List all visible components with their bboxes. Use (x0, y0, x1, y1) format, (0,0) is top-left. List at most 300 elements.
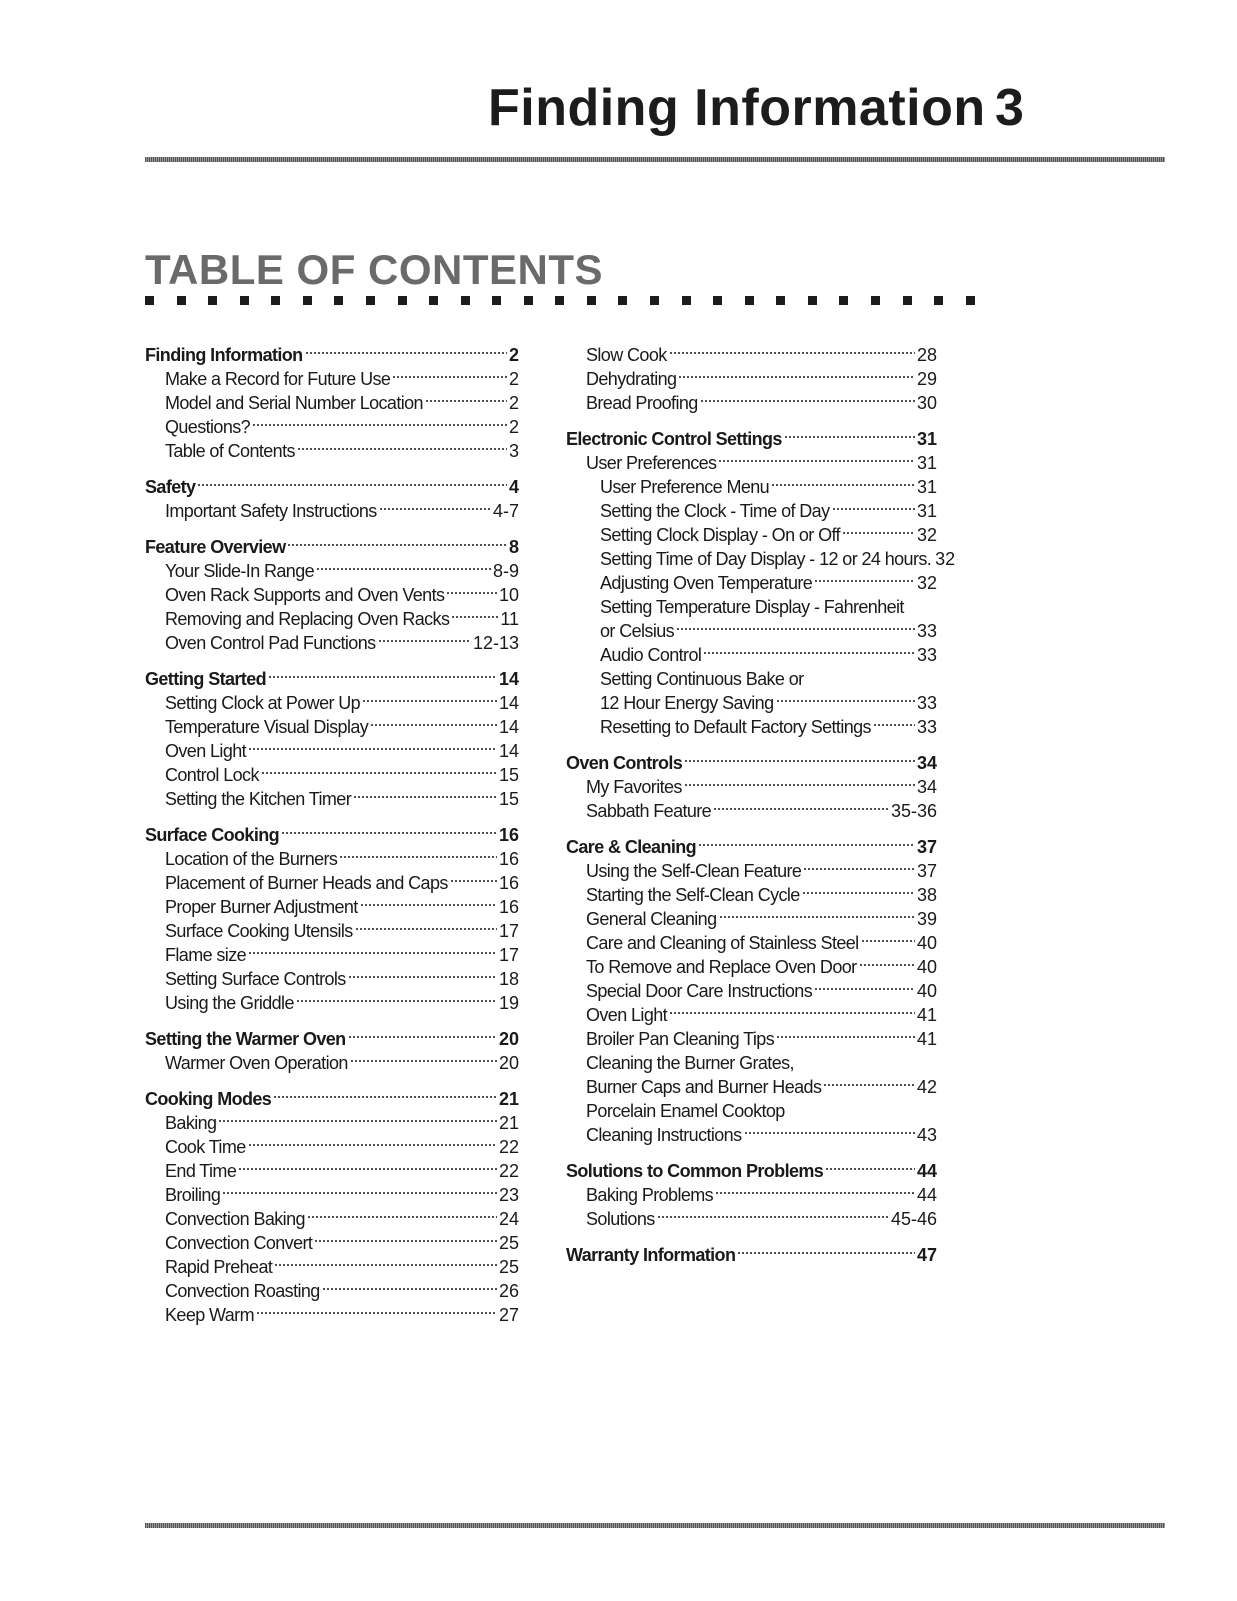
toc-entry[interactable] (566, 1207, 937, 1231)
toc-entry[interactable] (566, 367, 937, 391)
toc-entry[interactable] (566, 955, 937, 979)
toc-entry-label: Safety (145, 477, 196, 497)
dot-leader (823, 1081, 915, 1089)
toc-entry-label: Baking Problems (586, 1185, 714, 1205)
decorative-square (713, 296, 722, 305)
toc-entry-page: 16 (498, 873, 519, 893)
toc-section-entry[interactable] (566, 1243, 937, 1267)
toc-entry[interactable] (566, 547, 956, 571)
toc-entry-label: Temperature Visual Display (165, 717, 369, 737)
header-title: Finding Information (488, 79, 986, 137)
toc-section-entry[interactable] (566, 427, 937, 451)
dot-leader (446, 589, 497, 597)
toc-entry-label: Electronic Control Settings (566, 429, 782, 449)
toc-entry-label: Resetting to Default Factory Settings (600, 717, 871, 737)
header-rule (145, 157, 1165, 162)
toc-entry-page: 31 (916, 477, 937, 497)
toc-entry-page: 14 (498, 717, 519, 737)
toc-entry[interactable] (145, 415, 519, 439)
toc-entry-page: 17 (498, 921, 519, 941)
toc-entry-label: Warmer Oven Operation (165, 1053, 348, 1073)
toc-entry-label: Feature Overview (145, 537, 286, 557)
toc-entry-page: 8 (508, 537, 519, 557)
toc-entry-page: 44 (916, 1161, 937, 1181)
toc-entry-page: 12-13 (472, 633, 519, 653)
toc-entry-page: 33 (916, 645, 937, 665)
toc-entry-label: Oven Controls (566, 753, 683, 773)
toc-entry-page: 40 (916, 957, 937, 977)
toc-entry-label: Surface Cooking (145, 825, 280, 845)
toc-entry[interactable] (566, 883, 937, 907)
toc-entry-label: Care & Cleaning (566, 837, 697, 857)
section-gap (145, 523, 519, 535)
toc-entry-page: 2 (508, 369, 519, 389)
toc-entry-label: or Celsius (600, 621, 675, 641)
dot-leader (814, 985, 915, 993)
toc-entry-page: 31 (916, 453, 937, 473)
toc-entry-label: Dehydrating (586, 369, 677, 389)
toc-section-entry[interactable] (145, 475, 519, 499)
toc-entry-label: Slow Cook (586, 345, 667, 365)
section-gap (145, 1015, 519, 1027)
toc-entry-page: 40 (916, 933, 937, 953)
dot-leader (832, 505, 915, 513)
toc-entry-page: 42 (916, 1077, 937, 1097)
dot-leader (669, 349, 915, 357)
dot-leader (814, 577, 915, 585)
toc-entry-page: 19 (498, 993, 519, 1013)
decorative-square (555, 296, 564, 305)
toc-entry-label: My Favorites (586, 777, 682, 797)
toc-entry-page: 4-7 (492, 501, 519, 521)
toc-section-entry[interactable] (566, 835, 937, 859)
toc-section-entry[interactable] (145, 823, 519, 847)
toc-entry[interactable] (145, 1231, 519, 1255)
toc-entry-page: 11 (500, 609, 519, 629)
toc-entry[interactable] (145, 967, 519, 991)
section-gap (145, 463, 519, 475)
toc-entry[interactable] (566, 907, 937, 931)
toc-entry-page: 35-36 (890, 801, 937, 821)
toc-entry-page: 47 (916, 1245, 937, 1265)
section-gap (566, 823, 937, 835)
toc-right-column (566, 343, 956, 1267)
toc-entry-page: 22 (498, 1161, 519, 1181)
toc-entry-label: Baking (165, 1113, 217, 1133)
toc-entry[interactable] (145, 1207, 519, 1231)
toc-entry-page: 16 (498, 825, 519, 845)
toc-entry[interactable] (145, 1111, 519, 1135)
decorative-square (871, 296, 880, 305)
dot-leader (684, 757, 915, 765)
toc-section-entry[interactable] (566, 751, 937, 775)
toc-entry[interactable] (145, 847, 519, 871)
decorative-square (429, 296, 438, 305)
toc-entry-label: Adjusting Oven Temperature (600, 573, 813, 593)
toc-entry[interactable] (566, 691, 937, 715)
dot-leader (348, 1033, 497, 1041)
decorative-square (208, 296, 217, 305)
toc-entry[interactable] (145, 871, 519, 895)
toc-entry[interactable] (566, 475, 937, 499)
toc-entry[interactable] (145, 895, 519, 919)
toc-entry[interactable] (566, 715, 937, 739)
dot-leader (669, 1009, 915, 1017)
toc-entry-page: 14 (498, 669, 519, 689)
toc-entry-label: Make a Record for Future Use (165, 369, 391, 389)
dot-leader (355, 925, 497, 933)
toc-entry[interactable] (145, 439, 519, 463)
dot-leader (859, 961, 915, 969)
toc-entry-label: Model and Serial Number Location (165, 393, 423, 413)
toc-entry-label: Special Door Care Instructions (586, 981, 813, 1001)
decorative-square-row (145, 296, 975, 306)
decorative-square (366, 296, 375, 305)
toc-entry-page: 40 (916, 981, 937, 1001)
dot-leader (378, 637, 471, 645)
toc-entry-page: 25 (498, 1257, 519, 1277)
decorative-square (839, 296, 848, 305)
dot-leader (676, 625, 915, 633)
dot-leader (873, 721, 915, 729)
toc-entry[interactable] (145, 691, 519, 715)
toc-entry[interactable] (566, 451, 937, 475)
toc-entry[interactable] (145, 1051, 519, 1075)
toc-entry-label: Audio Control (600, 645, 702, 665)
dot-leader (281, 829, 497, 837)
toc-entry[interactable] (145, 943, 519, 967)
dot-leader (451, 613, 498, 621)
decorative-square (461, 296, 470, 305)
toc-entry-label: Convection Baking (165, 1209, 305, 1229)
toc-entry[interactable] (566, 775, 937, 799)
page-header (0, 78, 1237, 138)
toc-entry-label: Care and Cleaning of Stainless Steel (586, 933, 859, 953)
dot-leader (362, 697, 497, 705)
decorative-square (587, 296, 596, 305)
toc-entry-label: Sabbath Feature (586, 801, 712, 821)
toc-entry[interactable] (566, 799, 937, 823)
dot-leader (248, 745, 497, 753)
dot-leader (339, 853, 497, 861)
toc-entry[interactable] (566, 391, 937, 415)
toc-entry-page: 2 (508, 417, 519, 437)
toc-entry[interactable] (145, 391, 519, 415)
toc-entry-label: Table of Contents (165, 441, 295, 461)
toc-entry-label: Oven Rack Supports and Oven Vents (165, 585, 445, 605)
toc-entry-label: Important Safety Instructions (165, 501, 377, 521)
toc-entry-label: Bread Proofing (586, 393, 698, 413)
toc-entry-page: 26 (498, 1281, 519, 1301)
toc-entry-page: 16 (498, 849, 519, 869)
dot-leader (296, 997, 497, 1005)
dot-leader (703, 649, 915, 657)
toc-entry[interactable] (566, 1123, 937, 1147)
toc-entry[interactable] (145, 1135, 519, 1159)
toc-entry-label: Surface Cooking Utensils (165, 921, 353, 941)
section-gap (145, 1075, 519, 1087)
toc-entry[interactable] (566, 979, 937, 1003)
toc-entry-page: 45-46 (890, 1209, 937, 1229)
toc-entry-page: 41 (916, 1005, 937, 1025)
toc-entry-continued-label: Setting Continuous Bake or (600, 669, 804, 689)
dot-leader (776, 697, 915, 705)
toc-entry-label: Using the Griddle (165, 993, 294, 1013)
toc-entry-page: 8-9 (492, 561, 519, 581)
dot-leader (700, 397, 915, 405)
toc-entry-label: Oven Light (586, 1005, 668, 1025)
toc-entry[interactable] (145, 715, 519, 739)
decorative-square (650, 296, 659, 305)
toc-entry-label: Setting the Clock - Time of Day (600, 501, 830, 521)
dot-leader (861, 937, 915, 945)
toc-entry-label: Control Lock (165, 765, 259, 785)
toc-entry-label: Cooking Modes (145, 1089, 272, 1109)
decorative-square (808, 296, 817, 305)
toc-entry-label: Rapid Preheat (165, 1257, 273, 1277)
toc-entry[interactable] (566, 1075, 937, 1099)
toc-entry-label: Setting Surface Controls (165, 969, 346, 989)
dot-leader (350, 1057, 497, 1065)
toc-entry-page: 32 (916, 573, 937, 593)
toc-entry-page: 2 (508, 393, 519, 413)
dot-leader (803, 865, 915, 873)
toc-entry[interactable] (145, 1255, 519, 1279)
dot-leader (222, 1189, 497, 1197)
toc-entry[interactable] (145, 763, 519, 787)
toc-entry-page: 33 (916, 717, 937, 737)
dot-leader (737, 1249, 915, 1257)
decorative-square (334, 296, 343, 305)
dot-leader (268, 673, 497, 681)
toc-entry-label: Convection Roasting (165, 1281, 320, 1301)
dot-leader (274, 1261, 497, 1269)
toc-entry-label: Getting Started (145, 669, 267, 689)
decorative-square (398, 296, 407, 305)
toc-entry[interactable] (145, 739, 519, 763)
dot-leader (256, 1309, 497, 1317)
toc-entry-label: Finding Information (145, 345, 303, 365)
toc-entry-page: 27 (498, 1305, 519, 1325)
dot-leader (744, 1129, 915, 1137)
toc-entry-label: End Time (165, 1161, 237, 1181)
toc-entry-continued-label: Cleaning the Burner Grates, (586, 1053, 794, 1073)
toc-entry-page: 33 (916, 693, 937, 713)
toc-entry[interactable] (566, 1003, 937, 1027)
toc-entry[interactable] (566, 931, 937, 955)
toc-entry[interactable] (566, 571, 937, 595)
toc-entry[interactable] (566, 343, 937, 367)
toc-entry-label: Starting the Self-Clean Cycle (586, 885, 800, 905)
toc-entry-label: Setting the Warmer Oven (145, 1029, 346, 1049)
dot-leader (316, 565, 491, 573)
toc-entry-label: Removing and Replacing Oven Racks (165, 609, 450, 629)
dot-leader (218, 1117, 497, 1125)
section-gap (145, 811, 519, 823)
decorative-square (177, 296, 186, 305)
toc-entry-page: 32 (916, 525, 937, 545)
toc-entry[interactable] (145, 583, 519, 607)
toc-entry-page: 43 (916, 1125, 937, 1145)
dot-leader (287, 541, 507, 549)
toc-entry[interactable] (145, 367, 519, 391)
toc-entry-continued-label: Porcelain Enamel Cooktop (586, 1101, 785, 1121)
toc-entry[interactable] (145, 499, 519, 523)
decorative-square (682, 296, 691, 305)
toc-entry[interactable] (566, 523, 937, 547)
toc-entry-label: Questions? (165, 417, 251, 437)
toc-entry-label: Location of the Burners (165, 849, 338, 869)
toc-entry[interactable] (145, 1183, 519, 1207)
dot-leader (842, 529, 915, 537)
dot-leader (248, 949, 497, 957)
decorative-square (903, 296, 912, 305)
toc-entry-label: Burner Caps and Burner Heads (586, 1077, 822, 1097)
toc-entry-label: Setting Clock Display - On or Off (600, 525, 840, 545)
toc-entry-label: Solutions to Common Problems (566, 1161, 824, 1181)
dot-leader (297, 445, 507, 453)
dot-leader (392, 373, 507, 381)
toc-entry-page: 17 (498, 945, 519, 965)
dot-leader (273, 1093, 497, 1101)
toc-entry[interactable] (145, 559, 519, 583)
dot-leader (248, 1141, 497, 1149)
decorative-square (934, 296, 943, 305)
toc-entry-page: 21 (498, 1113, 519, 1133)
dot-leader (771, 481, 915, 489)
decorative-square (745, 296, 754, 305)
decorative-square (776, 296, 785, 305)
toc-entry-label: Broiler Pan Cleaning Tips (586, 1029, 775, 1049)
toc-entry-page: 38 (916, 885, 937, 905)
dot-leader (348, 973, 497, 981)
dot-leader (776, 1033, 915, 1041)
toc-left-column (145, 343, 519, 1327)
toc-entry-page: 34 (916, 753, 937, 773)
decorative-square (966, 296, 975, 305)
toc-entry-continued-label: Setting Temperature Display - Fahrenheit (600, 597, 904, 617)
toc-section-entry[interactable] (145, 535, 519, 559)
toc-entry[interactable] (145, 919, 519, 943)
toc-entry-page: 15 (498, 789, 519, 809)
toc-entry[interactable] (145, 787, 519, 811)
toc-entry-page: 41 (916, 1029, 937, 1049)
toc-entry[interactable] (145, 631, 519, 655)
toc-entry-label: Placement of Burner Heads and Caps (165, 873, 448, 893)
dot-leader (353, 793, 497, 801)
toc-entry[interactable] (566, 499, 937, 523)
toc-entry-page: 15 (498, 765, 519, 785)
toc-entry-label: User Preference Menu (600, 477, 770, 497)
toc-entry-label: Using the Self-Clean Feature (586, 861, 802, 881)
toc-entry[interactable] (145, 1303, 519, 1327)
toc-entry[interactable] (145, 607, 519, 631)
dot-leader (450, 877, 497, 885)
toc-entry-page: 4 (508, 477, 519, 497)
toc-entry-page: 28 (916, 345, 937, 365)
section-gap (566, 739, 937, 751)
toc-entry-page: 37 (916, 837, 937, 857)
section-gap (566, 415, 937, 427)
decorative-square (271, 296, 280, 305)
toc-section-entry[interactable] (145, 667, 519, 691)
toc-entry-page: 3 (508, 441, 519, 461)
footer-rule (145, 1523, 1165, 1528)
toc-section-entry[interactable] (145, 1087, 519, 1111)
decorative-square (618, 296, 627, 305)
toc-entry-label: Flame size (165, 945, 247, 965)
toc-entry-label: Solutions (586, 1209, 655, 1229)
dot-leader (678, 373, 915, 381)
toc-entry-page: 23 (498, 1185, 519, 1205)
dot-leader (657, 1213, 889, 1221)
toc-entry-label: Oven Light (165, 741, 247, 761)
toc-entry-label: Setting the Kitchen Timer (165, 789, 352, 809)
toc-entry-label: 12 Hour Energy Saving (600, 693, 774, 713)
toc-entry-page: 25 (498, 1233, 519, 1253)
dot-leader (370, 721, 497, 729)
toc-entry-page: 32 (935, 549, 956, 569)
toc-entry-page: 14 (498, 693, 519, 713)
toc-entry-label: Warranty Information (566, 1245, 736, 1265)
toc-entry-page: 31 (916, 429, 937, 449)
toc-entry-label: Your Slide-In Range (165, 561, 315, 581)
toc-section-entry[interactable] (566, 1159, 937, 1183)
dot-leader (718, 457, 915, 465)
toc-entry-page: 37 (916, 861, 937, 881)
toc-entry-label: Cook Time (165, 1137, 246, 1157)
toc-entry[interactable] (145, 991, 519, 1015)
dot-leader (379, 505, 491, 513)
dot-leader (802, 889, 915, 897)
toc-section-entry[interactable] (145, 1027, 519, 1051)
toc-entry[interactable] (566, 859, 937, 883)
toc-entry[interactable] (566, 643, 937, 667)
toc-entry-page: 14 (498, 741, 519, 761)
dot-leader (698, 841, 915, 849)
toc-entry-label: User Preferences (586, 453, 717, 473)
toc-entry-label: Convection Convert (165, 1233, 313, 1253)
toc-entry-page: 31 (916, 501, 937, 521)
decorative-square (240, 296, 249, 305)
toc-entry[interactable] (145, 1279, 519, 1303)
toc-entry-label: To Remove and Replace Oven Door (586, 957, 857, 977)
toc-entry-label: Setting Clock at Power Up (165, 693, 361, 713)
toc-entry-label: General Cleaning (586, 909, 717, 929)
toc-entry[interactable] (145, 1159, 519, 1183)
dot-leader (322, 1285, 497, 1293)
dot-leader (305, 349, 507, 357)
toc-section-entry[interactable] (145, 343, 519, 367)
toc-entry-label: Broiling (165, 1185, 221, 1205)
toc-entry-page: 10 (498, 585, 519, 605)
toc-entry-page: 44 (916, 1185, 937, 1205)
toc-entry[interactable] (566, 619, 937, 643)
toc-entry-page: 22 (498, 1137, 519, 1157)
decorative-square (524, 296, 533, 305)
toc-entry-page: 33 (916, 621, 937, 641)
decorative-square (303, 296, 312, 305)
toc-entry-page: 20 (498, 1053, 519, 1073)
toc-entry[interactable] (566, 1027, 937, 1051)
dot-leader (238, 1165, 497, 1173)
toc-entry-page: 34 (916, 777, 937, 797)
toc-entry[interactable] (566, 1183, 937, 1207)
dot-leader (684, 781, 915, 789)
toc-entry-page: 21 (498, 1089, 519, 1109)
toc-entry-page: 30 (916, 393, 937, 413)
decorative-square (145, 296, 154, 305)
